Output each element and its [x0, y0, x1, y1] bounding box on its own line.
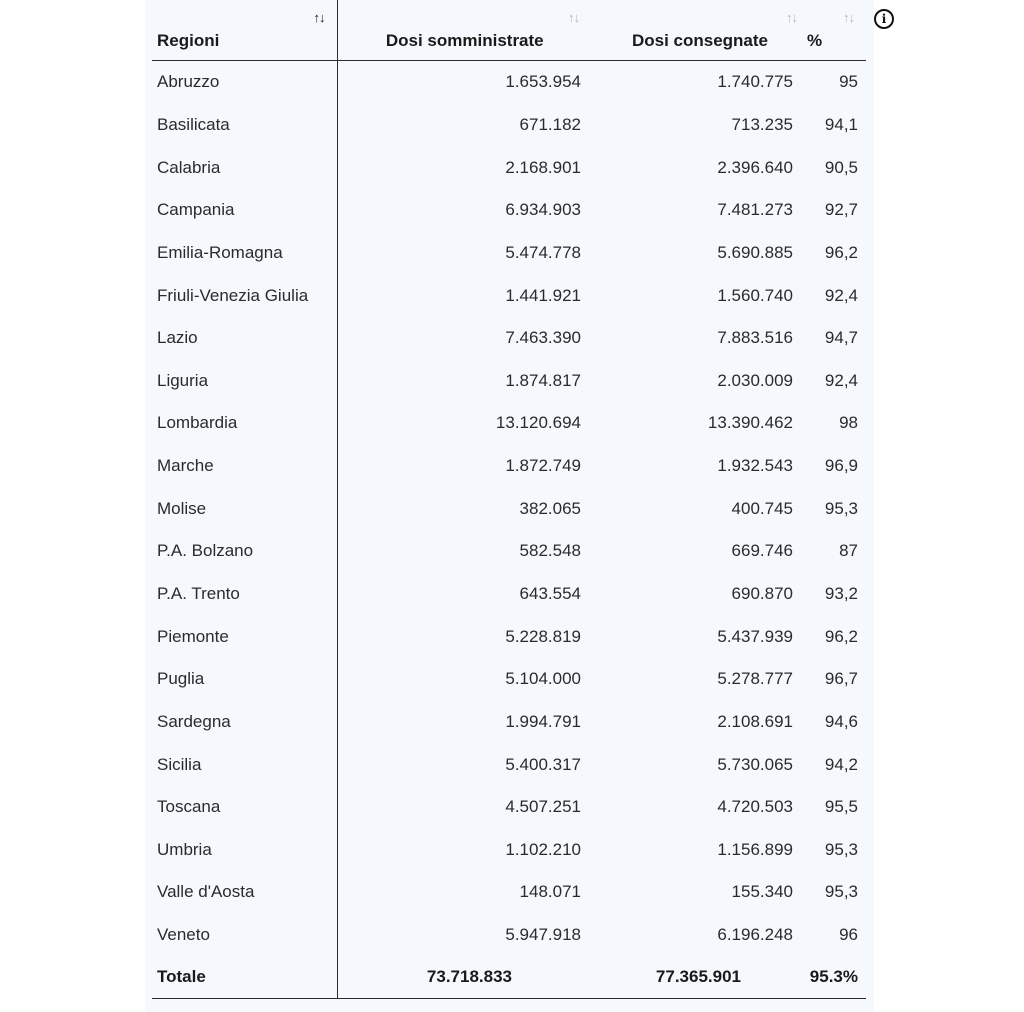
cell-percent: 92,4: [824, 370, 858, 390]
cell-delivered: 1.932.543: [717, 456, 793, 476]
cell-administered: 1.994.791: [505, 711, 581, 731]
table-row: [152, 189, 866, 232]
table-row: [152, 487, 866, 530]
cell-delivered: 2.108.691: [717, 711, 793, 731]
cell-delivered: 2.396.640: [717, 157, 793, 177]
table-row: [152, 743, 866, 786]
table-row: [152, 359, 866, 402]
cell-administered: 1.874.817: [505, 370, 581, 390]
cell-percent: 92,4: [824, 285, 858, 305]
total-delivered: 77.365.901: [587, 956, 799, 999]
cell-percent: 95,5: [824, 797, 858, 817]
info-icon[interactable]: [874, 9, 894, 29]
cell-delivered: 1.740.775: [717, 72, 793, 92]
cell-administered: 5.474.778: [505, 242, 581, 262]
cell-delivered: 7.481.273: [717, 200, 793, 220]
cell-region: Emilia-Romagna: [152, 232, 337, 275]
cell-region: Campania: [152, 189, 337, 232]
table-row: [152, 871, 866, 914]
cell-percent: 93,2: [824, 584, 858, 603]
column-header-administered[interactable]: [337, 0, 587, 61]
sort-icon[interactable]: ↑↓: [313, 10, 325, 25]
cell-region: Toscana: [152, 786, 337, 829]
cell-region: Sicilia: [152, 743, 337, 786]
column-header-percent[interactable]: [799, 0, 866, 61]
table-row: [152, 146, 866, 189]
table-row: [152, 402, 866, 445]
cell-administered: 1.653.954: [505, 72, 581, 92]
cell-percent: 96,9: [824, 456, 858, 476]
cell-percent: 95,3: [824, 498, 858, 518]
sort-icon[interactable]: ↑↓: [568, 10, 579, 25]
cell-delivered: 7.883.516: [717, 328, 793, 348]
cell-region: Lombardia: [152, 402, 337, 445]
cell-region: Basilicata: [152, 104, 337, 147]
table-row: [152, 914, 866, 957]
cell-delivered: 713.235: [731, 114, 793, 134]
cell-percent: 95: [839, 72, 858, 92]
cell-region: P.A. Trento: [152, 573, 337, 616]
cell-administered: 582.548: [519, 541, 581, 561]
cell-delivered: 13.390.462: [707, 413, 793, 433]
cell-delivered: 6.196.248: [717, 925, 793, 945]
table-row: [152, 274, 866, 317]
cell-region: Marche: [152, 445, 337, 488]
vaccine-doses-table: [152, 0, 866, 999]
cell-percent: 94,6: [824, 711, 858, 731]
cell-delivered: 400.745: [731, 498, 793, 518]
cell-administered: 1.102.210: [505, 839, 581, 859]
cell-administered: 13.120.694: [495, 413, 581, 433]
table-row: [152, 104, 866, 147]
table-row: [152, 786, 866, 829]
cell-region: Sardegna: [152, 701, 337, 744]
cell-delivered: 690.870: [731, 584, 793, 603]
cell-percent: 94,1: [824, 114, 858, 134]
cell-administered: 4.507.251: [505, 797, 581, 817]
cell-region: Puglia: [152, 658, 337, 701]
cell-percent: 94,2: [824, 754, 858, 774]
cell-administered: 643.554: [519, 584, 581, 603]
cell-region: Valle d'Aosta: [152, 871, 337, 914]
cell-delivered: 155.340: [731, 882, 793, 902]
cell-delivered: 5.278.777: [717, 669, 793, 689]
cell-administered: 5.400.317: [505, 754, 581, 774]
cell-delivered: 2.030.009: [717, 370, 793, 390]
cell-administered: 382.065: [519, 498, 581, 518]
cell-region: Molise: [152, 487, 337, 530]
cell-percent: 94,7: [824, 328, 858, 348]
table-row: [152, 317, 866, 360]
sort-icon[interactable]: ↑↓: [786, 10, 797, 25]
cell-delivered: 4.720.503: [717, 797, 793, 817]
table-row: [152, 701, 866, 744]
column-label-percent: %: [807, 31, 823, 50]
cell-delivered: 5.437.939: [717, 626, 793, 646]
cell-percent: 90,5: [824, 157, 858, 177]
cell-administered: 671.182: [519, 114, 581, 134]
table-row: [152, 658, 866, 701]
total-label: Totale: [152, 956, 337, 999]
cell-administered: 1.441.921: [505, 285, 581, 305]
table-row: [152, 573, 866, 616]
total-percent: 95.3%: [799, 956, 866, 999]
cell-administered: 6.934.903: [505, 200, 581, 220]
column-label-region: Regioni: [157, 31, 220, 50]
cell-percent: 95,3: [824, 839, 858, 859]
cell-region: Umbria: [152, 829, 337, 872]
column-label-administered: Dosi somministrate: [385, 31, 544, 50]
cell-percent: 96: [839, 925, 858, 945]
column-header-region[interactable]: [152, 0, 337, 61]
table-row: [152, 61, 866, 104]
table-row: [152, 829, 866, 872]
table-row: [152, 615, 866, 658]
cell-administered: 2.168.901: [505, 157, 581, 177]
cell-delivered: 1.560.740: [717, 285, 793, 305]
cell-administered: 1.872.749: [505, 456, 581, 476]
sort-icon[interactable]: ↑↓: [843, 10, 854, 25]
table-row: [152, 232, 866, 275]
cell-percent: 96,2: [824, 242, 858, 262]
cell-region: Liguria: [152, 359, 337, 402]
cell-delivered: 1.156.899: [717, 839, 793, 859]
cell-region: Friuli-Venezia Giulia: [152, 274, 337, 317]
cell-administered: 148.071: [519, 882, 581, 902]
cell-region: Piemonte: [152, 615, 337, 658]
cell-delivered: 669.746: [731, 541, 793, 561]
cell-administered: 5.104.000: [505, 669, 581, 689]
column-header-delivered[interactable]: [587, 0, 799, 61]
table-row: [152, 530, 866, 573]
table-header-row: [152, 0, 866, 61]
cell-region: Veneto: [152, 914, 337, 957]
cell-percent: 87: [839, 541, 858, 561]
cell-delivered: 5.730.065: [717, 754, 793, 774]
cell-percent: 96,7: [824, 669, 858, 689]
cell-administered: 5.228.819: [505, 626, 581, 646]
cell-percent: 92,7: [824, 200, 858, 220]
cell-percent: 96,2: [824, 626, 858, 646]
cell-region: P.A. Bolzano: [152, 530, 337, 573]
table-row: [152, 445, 866, 488]
cell-percent: 98: [839, 413, 858, 433]
cell-region: Lazio: [152, 317, 337, 360]
info-glyph: i: [881, 12, 887, 26]
total-row: [152, 956, 866, 999]
cell-percent: 95,3: [824, 882, 858, 902]
cell-administered: 7.463.390: [505, 328, 581, 348]
total-administered: 73.718.833: [337, 956, 587, 999]
cell-delivered: 5.690.885: [717, 242, 793, 262]
column-label-delivered: Dosi consegnate: [631, 31, 769, 50]
cell-region: Calabria: [152, 146, 337, 189]
cell-region: Abruzzo: [152, 61, 337, 104]
cell-administered: 5.947.918: [505, 925, 581, 945]
